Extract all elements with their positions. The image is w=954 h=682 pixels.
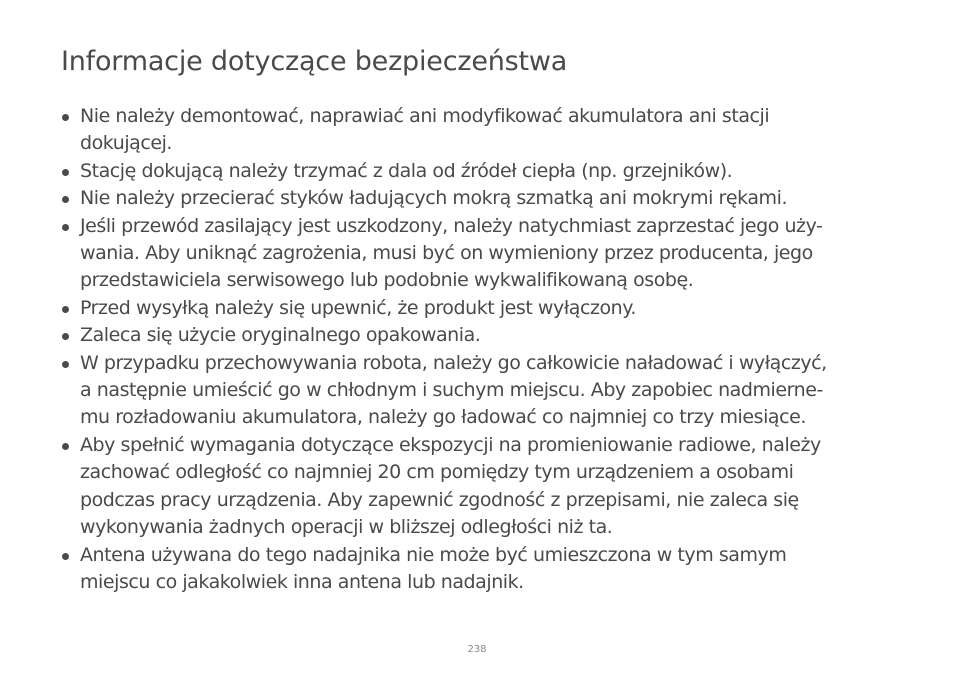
list-item bbox=[61, 295, 911, 322]
list-item-text: Zaleca się użycie oryginalnego opakowania. bbox=[80, 324, 481, 347]
bullet-icon bbox=[62, 224, 69, 231]
list-item-text: dokującej. bbox=[80, 132, 173, 155]
list-item-text: przedstawiciela serwisowego lub podobnie wykwalifikowaną osobę. bbox=[80, 269, 694, 292]
list-item bbox=[61, 185, 911, 212]
list-item-text: wania. Aby uniknąć zagrożenia, musi być on wymieniony przez producenta, jego bbox=[80, 242, 813, 265]
list-item bbox=[61, 350, 911, 432]
list-item bbox=[61, 322, 911, 349]
bullet-icon bbox=[62, 196, 69, 203]
list-item bbox=[61, 213, 911, 295]
list-item-text: mu rozładowaniu akumulatora, należy go ładować co najmniej co trzy miesiące. bbox=[80, 406, 806, 429]
page-title: Informacje dotyczące bezpieczeństwa bbox=[61, 46, 568, 77]
list-item-text: Aby spełnić wymagania dotyczące ekspozycji na promieniowanie radiowe, należy bbox=[80, 433, 821, 456]
list-item-text: a następnie umieścić go w chłodnym i suchym miejscu. Aby zapobiec nadmierne- bbox=[80, 379, 823, 402]
list-item-text: W przypadku przechowywania robota, należy go całkowicie naładować i wyłączyć, bbox=[80, 351, 827, 374]
bullet-icon bbox=[62, 553, 69, 560]
bullet-icon bbox=[62, 306, 69, 313]
safety-info-list bbox=[61, 103, 911, 596]
list-item-text: zachować odległość co najmniej 20 cm pomiędzy tym urządzeniem a osobami bbox=[80, 461, 794, 484]
list-item-text: Nie należy przecierać styków ładujących mokrą szmatką ani mokrymi rękami. bbox=[80, 187, 788, 210]
list-item bbox=[61, 542, 911, 597]
bullet-icon bbox=[62, 361, 69, 368]
bullet-icon bbox=[62, 443, 69, 450]
list-item-text: podczas pracy urządzenia. Aby zapewnić zgodność z przepisami, nie zaleca się bbox=[80, 488, 799, 511]
list-item-text: miejscu co jakakolwiek inna antena lub nadajnik. bbox=[80, 570, 524, 593]
list-item-text: Nie należy demontować, naprawiać ani modyfikować akumulatora ani stacji bbox=[80, 105, 770, 127]
list-item-text: wykonywania żadnych operacji w bliższej odległości niż ta. bbox=[80, 516, 613, 539]
list-item-text: Przed wysyłką należy się upewnić, że produkt jest wyłączony. bbox=[80, 296, 636, 319]
bullet-icon bbox=[62, 114, 69, 121]
list-item bbox=[61, 103, 911, 158]
list-item bbox=[61, 432, 911, 542]
bullet-icon bbox=[62, 169, 69, 176]
bullet-icon bbox=[62, 333, 69, 340]
list-item-text: Stację dokującą należy trzymać z dala od źródeł ciepła (np. grzejników). bbox=[80, 159, 733, 182]
list-item bbox=[61, 158, 911, 185]
page-number: 238 bbox=[467, 644, 487, 655]
list-item-text: Jeśli przewód zasilający jest uszkodzony, należy natychmiast zaprzestać jego uży- bbox=[80, 214, 823, 237]
list-item-text: Antena używana do tego nadajnika nie może być umieszczona w tym samym bbox=[80, 543, 787, 566]
